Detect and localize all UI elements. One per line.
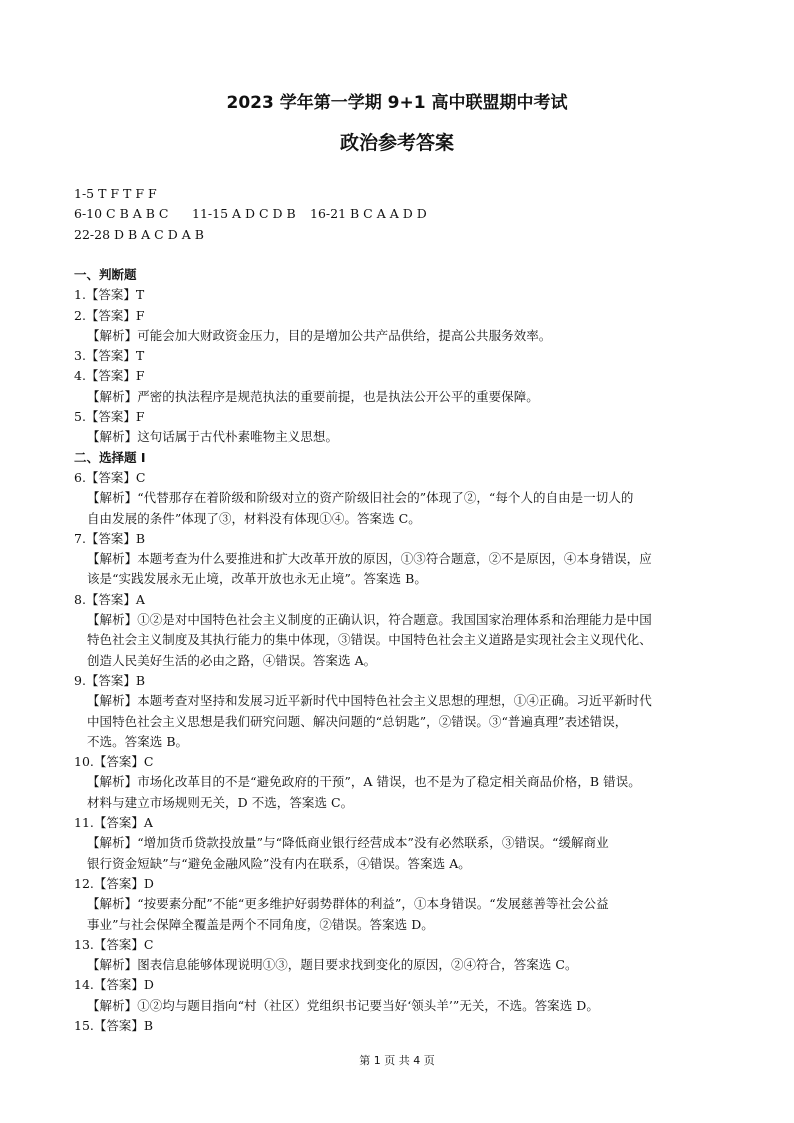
explanation-line: 不选。答案选 B。 [87, 733, 189, 749]
explanation-line: 【解析】“按要素分配”不能“更多维护好弱势群体的利益”，①本身错误。“发展慈善等社会公益 [87, 896, 609, 912]
answer-line: 8.【答案】A [74, 591, 145, 607]
answer-line: 12.【答案】D [74, 875, 154, 891]
explanation-line: 特色社会主义制度及其执行能力的集中体现，③错误。中国特色社会主义道路是实现社会主义现代化、 [87, 632, 652, 648]
explanation-line: 【解析】“增加货币贷款投放量”与“降低商业银行经营成本”没有必然联系，③错误。“缓解商业 [87, 835, 609, 851]
answer-line: 7.【答案】B [74, 530, 146, 546]
explanation-line: 银行资金短缺”与“避免金融风险”没有内在联系，④错误。答案选 A。 [87, 855, 471, 871]
answer-line: 14.【答案】D [74, 977, 154, 993]
answer-line: 9.【答案】B [74, 672, 146, 688]
section-heading: 一、判断题 [74, 267, 137, 282]
section-heading: 二、选择题 I [74, 449, 146, 465]
answer-key-cell: 1-5 T F T F F [74, 186, 157, 201]
document-title: 2023 学年第一学期 9+1 高中联盟期中考试 [226, 93, 568, 113]
answer-key-cell: 6-10 C B A B C [74, 206, 169, 222]
answer-line: 5.【答案】F [74, 409, 145, 425]
explanation-line: 创造人民美好生活的必由之路，④错误。答案选 A。 [87, 652, 377, 668]
explanation-line: 【解析】市场化改革目的不是“避免政府的干预”，A 错误，也不是为了稳定相关商品价格，B 错误。 [87, 774, 641, 790]
answer-line: 2.【答案】F [74, 307, 145, 323]
answer-line: 13.【答案】C [74, 936, 154, 952]
answer-key [74, 184, 427, 245]
explanation-line: 【解析】本题考查对坚持和发展习近平新时代中国特色社会主义思想的理想，①④正确。习近平新时代 [87, 693, 652, 709]
answer-key-cell: 22-28 D B A C D A B [74, 226, 204, 242]
explanation-line: 【解析】严密的执法程序是规范执法的重要前提，也是执法公开公平的重要保障。 [87, 388, 539, 404]
answer-line: 11.【答案】A [74, 815, 153, 831]
answer-line: 1.【答案】T [74, 287, 145, 303]
answer-key-cell: 11-15 A D C D B [192, 206, 296, 222]
answer-line: 3.【答案】T [74, 348, 145, 364]
explanation-line: 【解析】这句话属于古代朴素唯物主义思想。 [87, 429, 339, 445]
explanation-line: 事业”与社会保障全覆盖是两个不同角度，②错误。答案选 D。 [87, 916, 434, 932]
explanation-line: 【解析】①②均与题目指向“村（社区）党组织书记要当好‘领头羊’”无关，不选。答案选 D。 [87, 997, 599, 1013]
explanation-line: 中国特色社会主义思想是我们研究问题、解决问题的“总钥匙”，②错误。③“普遍真理”表述错误， [87, 713, 628, 729]
explanation-line: 【解析】可能会加大财政资金压力，目的是增加公共产品供给，提高公共服务效率。 [87, 327, 552, 343]
explanation-line: 材料与建立市场规则无关，D 不选，答案选 C。 [87, 794, 354, 810]
answer-key-cell: 16-21 B C A A D D [310, 206, 427, 222]
answer-key-row [74, 184, 427, 204]
answer-line: 10.【答案】C [74, 754, 154, 770]
explanation-line: 【解析】本题考查为什么要推进和扩大改革开放的原因，①③符合题意，②不是原因，④本身错误，应 [87, 551, 652, 567]
answer-key-row [74, 225, 427, 245]
explanation-line: 自由发展的条件”体现了③，材料没有体现①④。答案选 C。 [87, 510, 421, 526]
page-number: 第 1 页 共 4 页 [359, 1054, 435, 1067]
document-subtitle: 政治参考答案 [339, 132, 454, 154]
answer-line: 15.【答案】B [74, 1017, 154, 1033]
answer-body [74, 265, 724, 1036]
explanation-line: 【解析】①②是对中国特色社会主义制度的正确认识，符合题意。我国国家治理体系和治理能力是中国 [87, 612, 652, 628]
explanation-line: 【解析】“代替那存在着阶级和阶级对立的资产阶级旧社会的”体现了②，“每个人的自由是一切人的 [87, 490, 634, 506]
answer-line: 6.【答案】C [74, 469, 146, 485]
explanation-line: 【解析】图表信息能够体现说明①③，题目要求找到变化的原因，②④符合，答案选 C。 [87, 957, 578, 973]
answer-key-row [74, 204, 427, 224]
explanation-line: 该是“实践发展永无止境，改革开放也永无止境”。答案选 B。 [87, 571, 427, 587]
answer-line: 4.【答案】F [74, 368, 145, 384]
